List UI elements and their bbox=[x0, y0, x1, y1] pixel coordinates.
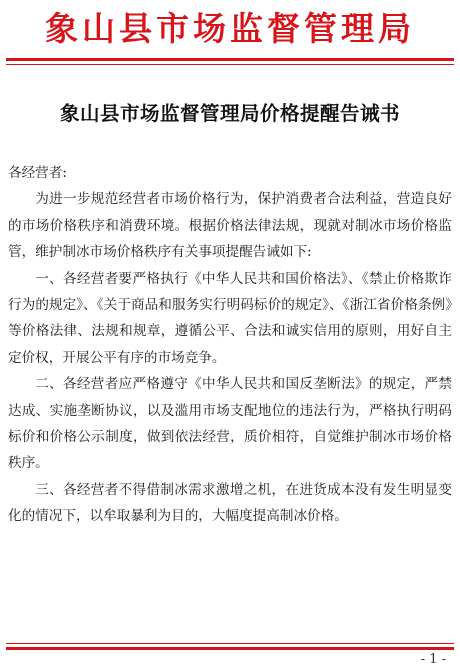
document-title: 象山县市场监督管理局价格提醒告诫书 bbox=[59, 102, 400, 125]
page-number: - 1 - bbox=[420, 652, 446, 667]
masthead-title: 象山县市场监督管理局 bbox=[45, 9, 415, 48]
masthead-rule-thick bbox=[6, 58, 454, 61]
paragraph-item-1: 一、各经营者要严格执行《中华人民共和国价格法》、《禁止价格欺诈行为的规定》、《关于商品和服务实行明码标价的规定》、《浙江省价格条例》等价格法律、法规和规章，遵循公平、合法和诚实信用的原则，用好自主定价权，开展公平有序的市场竞争。 bbox=[8, 270, 452, 366]
paragraph-item-2: 二、各经营者应严格遵守《中华人民共和国反垄断法》的规定，严禁达成、实施垄断协议，以及滥用市场支配地位的违法行为，严格执行明码标价和价格公示制度，做到依法经营，质价相符，自觉维护制冰市场价格秩序。 bbox=[8, 376, 452, 472]
document-body bbox=[8, 160, 452, 530]
paragraph-item-3: 三、各经营者不得借制冰需求激增之机，在进货成本没有发生明显变化的情况下，以牟取暴利为目的，大幅度提高制冰价格。 bbox=[8, 481, 452, 525]
paragraph-intro: 为进一步规范经营者市场价格行为，保护消费者合法利益，营造良好的市场价格秩序和消费环境。根据价格法律法规，现就对制冰市场价格监管，维护制冰市场价格秩序有关事项提醒告诫如下: bbox=[8, 191, 452, 261]
salutation: 各经营者: bbox=[8, 165, 67, 181]
masthead-rule-thin bbox=[6, 64, 454, 65]
footer-rule-thin bbox=[6, 643, 454, 644]
footer-rule-thick bbox=[6, 647, 454, 650]
